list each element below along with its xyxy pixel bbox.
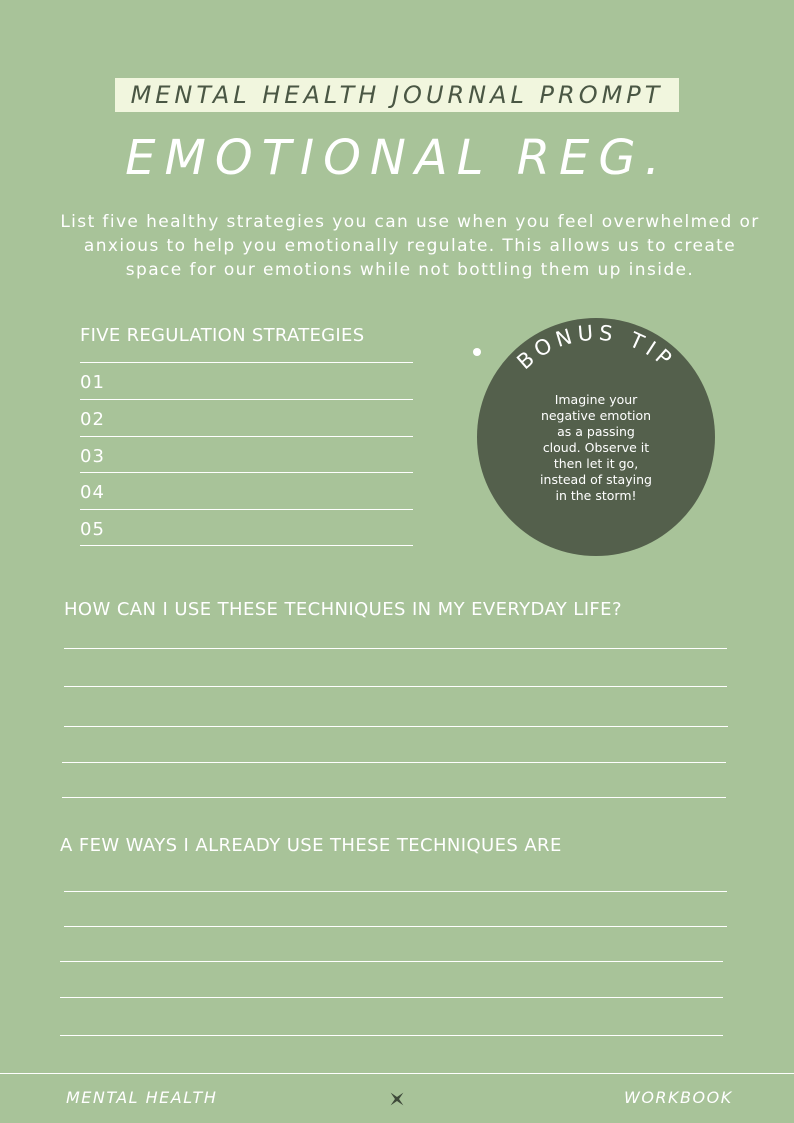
writing-line[interactable] — [60, 997, 723, 998]
strategy-line-02[interactable] — [80, 399, 413, 435]
question-already-heading: A FEW WAYS I ALREADY USE THESE TECHNIQUES ARE — [60, 835, 562, 856]
strategy-bottom-rule — [80, 545, 413, 546]
writing-line[interactable] — [62, 762, 726, 763]
writing-line[interactable] — [62, 797, 726, 798]
tip-line: as a passing — [557, 424, 635, 439]
bonus-tip-text — [530, 392, 662, 504]
strategy-number: 02 — [80, 409, 105, 430]
intro-line: space for our emotions while not bottling them up inside. — [125, 260, 695, 280]
writing-line[interactable] — [64, 891, 727, 892]
tip-line: in the storm! — [555, 488, 637, 503]
strategy-number: 01 — [80, 372, 105, 393]
writing-line[interactable] — [64, 926, 727, 927]
sparkle-star-icon — [387, 1089, 407, 1109]
footer-left-text: MENTAL HEALTH — [66, 1088, 218, 1107]
writing-line[interactable] — [64, 726, 728, 727]
strategies-heading: FIVE REGULATION STRATEGIES — [80, 325, 365, 346]
strategy-number: 04 — [80, 482, 105, 503]
intro-line: anxious to help you emotionally regulate. This allows us to create — [83, 236, 737, 256]
tip-line: cloud. Observe it — [542, 440, 650, 455]
intro-line: List five healthy strategies you can use when you feel overwhelmed or — [60, 212, 760, 232]
tip-line: negative emotion — [540, 408, 652, 423]
strategy-number: 05 — [80, 519, 105, 540]
footer-divider — [0, 1073, 794, 1074]
footer-right-text: WORKBOOK — [624, 1088, 733, 1107]
strategy-line-01[interactable] — [80, 362, 413, 398]
bonus-tip-heading: BONUS TIP — [512, 320, 680, 375]
intro-text — [60, 210, 760, 282]
page-title: EMOTIONAL REG. — [125, 130, 669, 186]
strategy-line-05[interactable] — [80, 509, 413, 545]
writing-line[interactable] — [64, 686, 727, 687]
strategy-line-03[interactable] — [80, 436, 413, 472]
svg-text:BONUS TIP — [512, 321, 679, 375]
tip-line: instead of staying — [540, 472, 652, 487]
tip-line: then let it go, — [553, 456, 639, 471]
tip-line: Imagine your — [554, 392, 638, 407]
writing-line[interactable] — [64, 648, 727, 649]
writing-line[interactable] — [60, 961, 723, 962]
question-everyday-heading: HOW CAN I USE THESE TECHNIQUES IN MY EVERYDAY LIFE? — [64, 599, 622, 620]
strategy-line-04[interactable] — [80, 472, 413, 508]
writing-line[interactable] — [60, 1035, 723, 1036]
journal-prompt-label: MENTAL HEALTH JOURNAL PROMPT — [115, 78, 679, 112]
strategy-number: 03 — [80, 446, 105, 467]
